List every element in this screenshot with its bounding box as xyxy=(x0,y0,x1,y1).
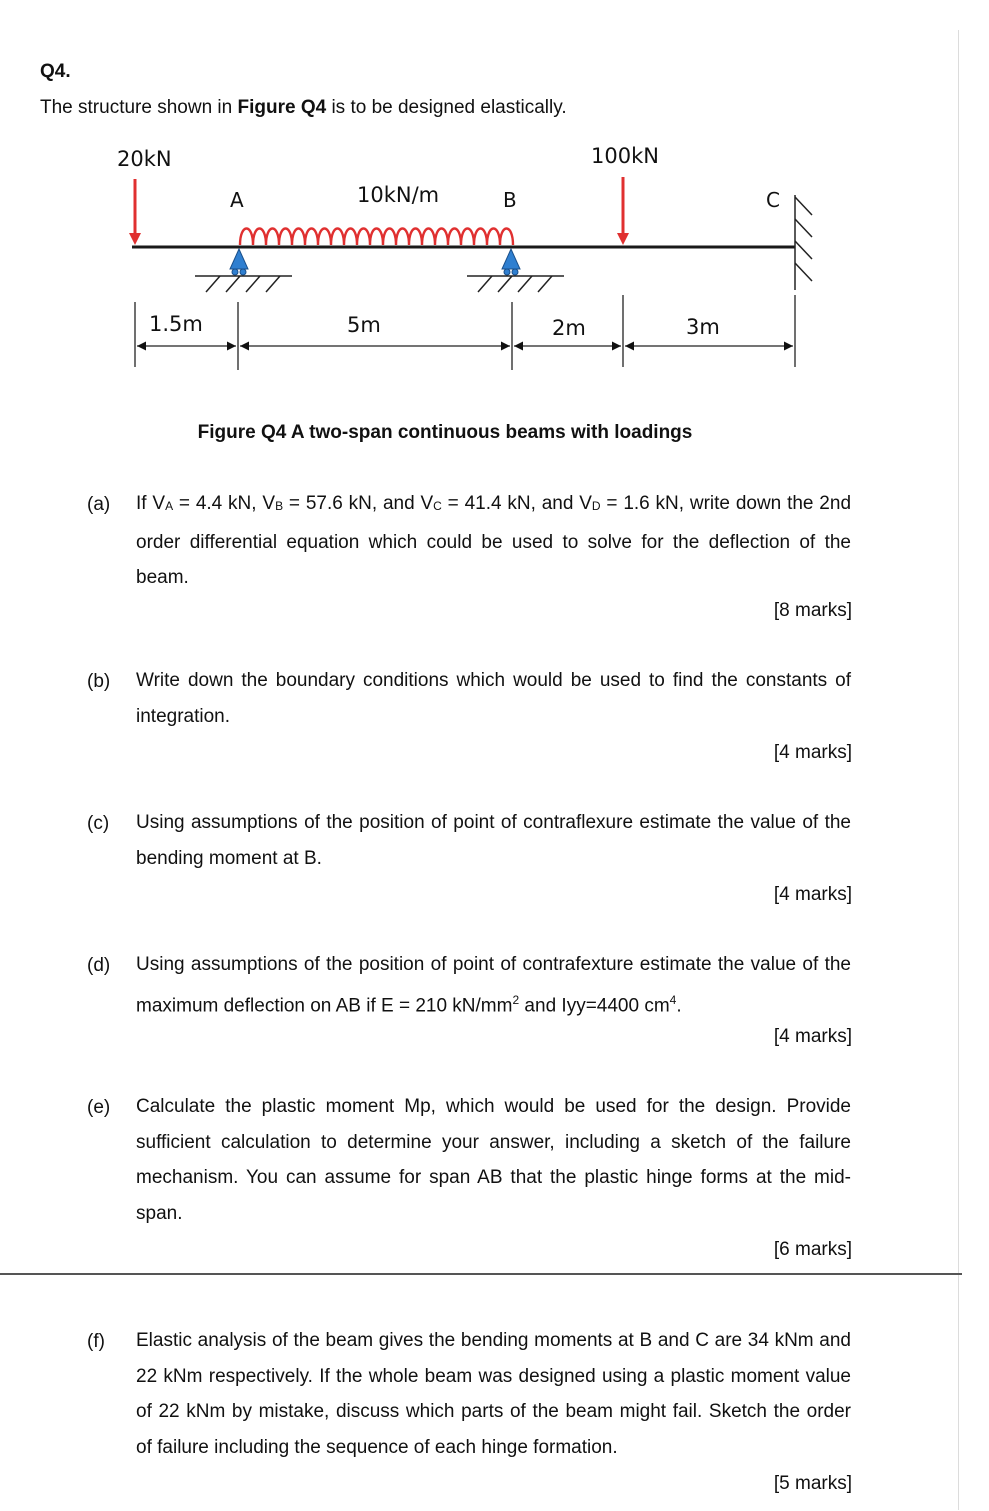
question-intro: The structure shown in Figure Q4 is to be designed elastically. xyxy=(40,97,567,118)
dimension-1-5m: 1.5m xyxy=(149,312,203,336)
part-b-label: (b) xyxy=(87,671,111,692)
part-d-marks: [4 marks] xyxy=(773,1026,852,1047)
figure-caption: Figure Q4 A two-span continuous beams with loadings xyxy=(197,422,693,443)
point-label-c: C xyxy=(766,188,780,212)
part-b-marks: [4 marks] xyxy=(773,742,852,763)
part-a-label: (a) xyxy=(87,494,111,515)
roller-support-b xyxy=(467,249,564,292)
dimension-5m: 5m xyxy=(347,313,381,337)
page-divider xyxy=(0,1273,962,1275)
part-b-text: Write down the boundary conditions which would be used to find the constants of integration. xyxy=(136,670,851,727)
roller-support-a xyxy=(195,249,292,292)
udl-label: 10kN/m xyxy=(357,183,440,207)
part-d-text: Using assumptions of the position of point of contrafexture estimate the value of the maximum deflection on AB if E = 210 $kN/mm^2$ and Iyy=4400 $cm^4$. xyxy=(136,954,851,1016)
beam-figure xyxy=(0,135,989,385)
part-c-text: Using assumptions of the position of point of contraflexure estimate the value of the bending moment at B. xyxy=(136,812,851,869)
part-f-marks: [5 marks] xyxy=(773,1473,852,1494)
point-label-b: B xyxy=(503,188,517,212)
part-e-marks: [6 marks] xyxy=(773,1239,852,1260)
point-load-arrow-left xyxy=(129,179,141,245)
part-f-text: Elastic analysis of the beam gives the bending moments at B and C are 34 kNm and 22 kNm respectively. If the whole beam was designed using a plastic moment value of 22 kNm by mistake, discuss which parts of the beam might fail. Sketch the order of failure including the sequence of each hinge formation. xyxy=(136,1330,851,1458)
part-c-marks: [4 marks] xyxy=(773,884,852,905)
part-d-label: (d) xyxy=(87,955,111,976)
part-a-marks: [8 marks] xyxy=(773,600,852,621)
question-number: Q4. xyxy=(40,61,71,82)
fixed-support-c xyxy=(795,195,812,290)
part-e-text: Calculate the plastic moment Mp, which would be used for the design. Provide sufficient calculation to determine your answer, including a sketch of the failure mechanism. You can assume for span AB that the plastic hinge forms at the mid-span. xyxy=(136,1096,851,1224)
part-c-label: (c) xyxy=(87,813,110,834)
part-a-text: If $V_A = 4.4$ kN, $V_B = 57.6$ kN, and $V_C = 41.4$ kN, and $V_D = 1.6$ kN, write down the 2nd order differential equation which could be used to solve for the deflection of the beam. xyxy=(136,493,852,588)
point-load-arrow-right xyxy=(617,177,629,245)
dimension-3m: 3m xyxy=(686,315,720,339)
load-label-100kn: 100kN xyxy=(591,144,659,168)
part-f-label: (f) xyxy=(87,1331,105,1352)
part-e-label: (e) xyxy=(87,1097,111,1118)
dimension-2m: 2m xyxy=(552,316,586,340)
load-label-20kn: 20kN xyxy=(117,147,172,171)
point-label-a: A xyxy=(230,188,244,212)
udl-coil xyxy=(240,229,513,246)
